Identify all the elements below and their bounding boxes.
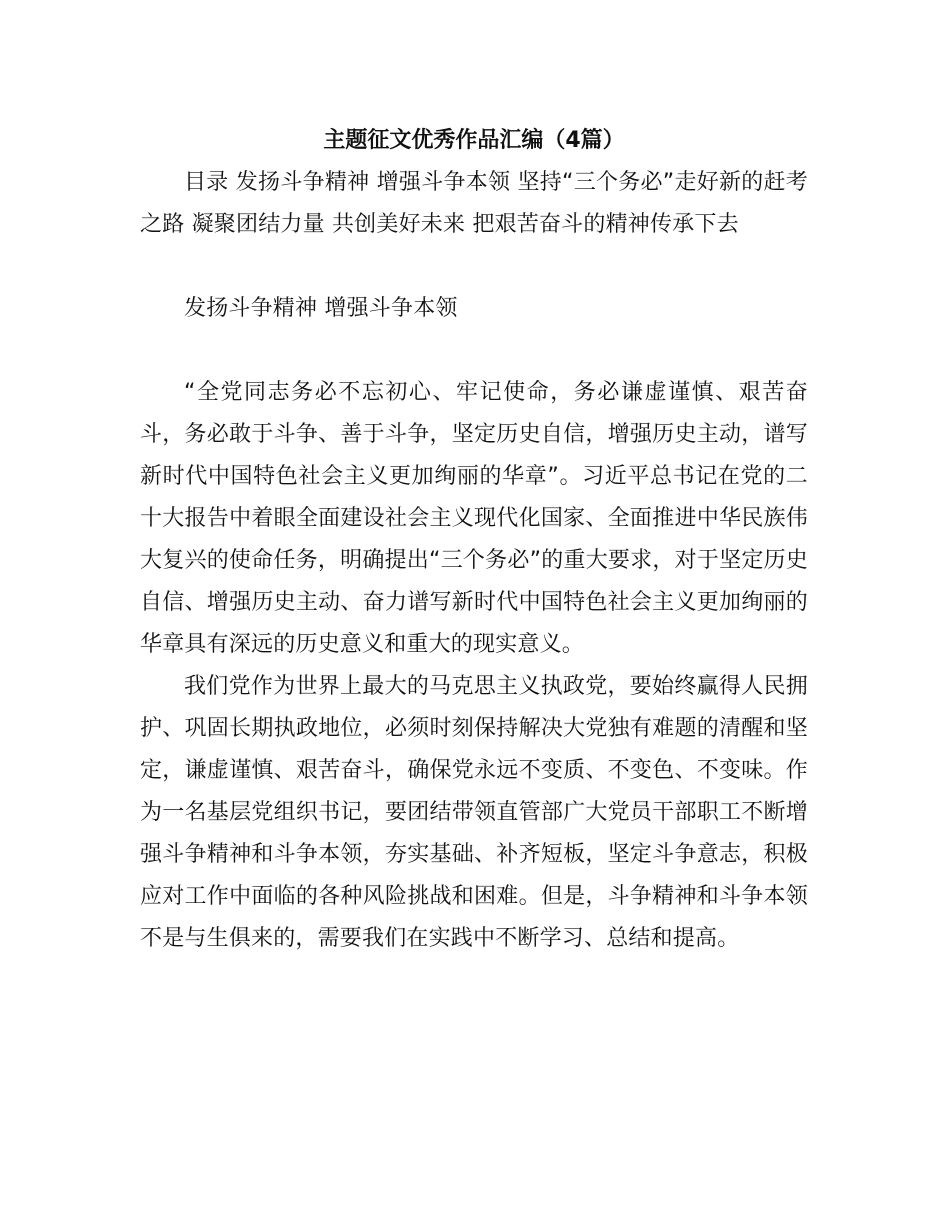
section-heading: 发扬斗争精神 增强斗争本领 [184, 296, 458, 321]
document-body [140, 120, 808, 960]
body-paragraph-1: “全党同志务必不忘初心、牢记使命，务必谦虚谨慎、艰苦奋斗，务必敢于斗争、善于斗争，坚定历史自信，增强历史主动，谱写新时代中国特色社会主义更加绚丽的华章”。习近平总书记在党的二十大报告中着眼全面建设社会主义现代化国家、全面推进中华民族伟大复兴的使命任务，明确提出“三个务必”的重大要求，对于坚定历史自信、增强历史主动、奋力谱写新时代中国特色社会主义更加绚丽的华章具有深远的历史意义和重大的现实意义。 [140, 380, 808, 657]
table-of-contents: 目录 发扬斗争精神 增强斗争本领 坚持“三个务必”走好新的赶考之路 凝聚团结力量 共创美好未来 把艰苦奋斗的精神传承下去 [140, 170, 808, 237]
document-title: 主题征文优秀作品汇编（4篇） [323, 128, 625, 153]
spacer [140, 246, 808, 288]
spacer [140, 330, 808, 372]
body-paragraph-2: 我们党作为世界上最大的马克思主义执政党，要始终赢得人民拥护、巩固长期执政地位，必须时刻保持解决大党独有难题的清醒和坚定，谦虚谨慎、艰苦奋斗，确保党永远不变质、不变色、不变味。作为一名基层党组织书记，要团结带领直管部广大党员干部职工不断增强斗争精神和斗争本领，夯实基础、补齐短板，坚定斗争意志，积极应对工作中面临的各种风险挑战和困难。但是，斗争精神和斗争本领不是与生俱来的，需要我们在实践中不断学习、总结和提高。 [140, 674, 808, 951]
